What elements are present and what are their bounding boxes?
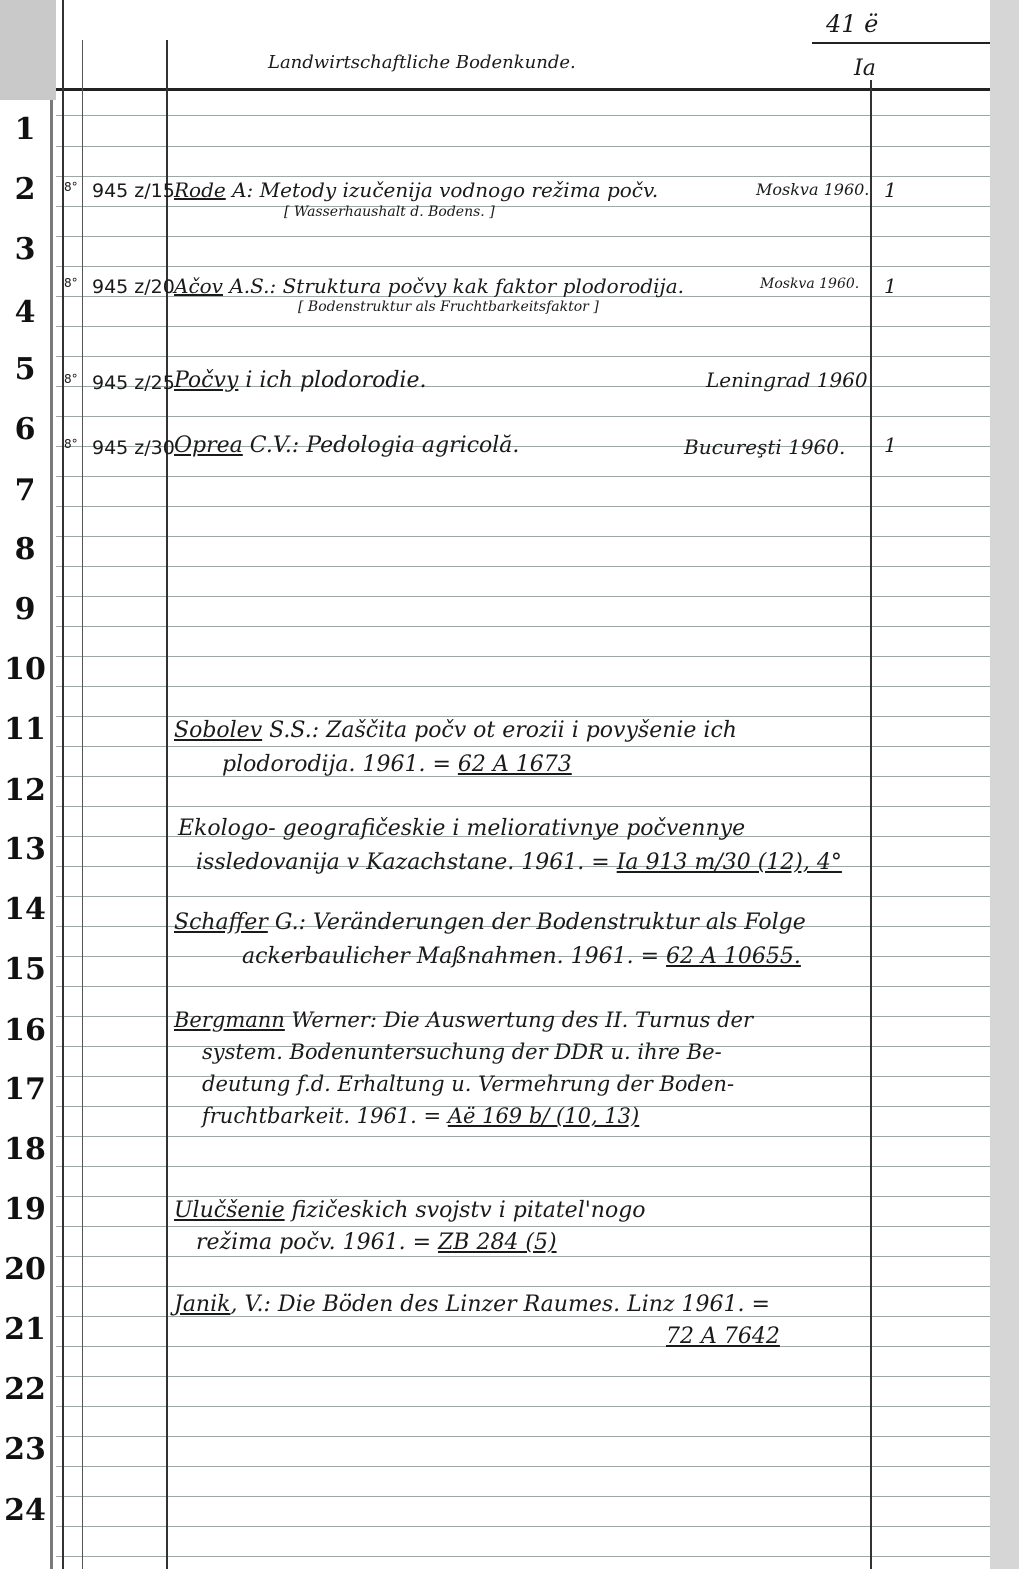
note-text: V.: Die Böden des Linzer Raumes. Linz 1961. = — [244, 1292, 770, 1317]
note-author: Ekologo — [178, 816, 269, 841]
row-number: 13 — [4, 832, 46, 867]
entry-call-number: 945 z/25 — [92, 372, 175, 394]
row-number: 23 — [4, 1432, 46, 1467]
entry-format: 8° — [64, 372, 78, 386]
note-author: Ulučšenie — [174, 1198, 285, 1223]
entry-line — [174, 178, 658, 202]
note-text: ackerbaulicher Maßnahmen. 1961. = — [242, 944, 660, 969]
ruled-line — [56, 115, 990, 116]
entry-author: Oprea — [174, 433, 243, 458]
entry-format: 8° — [64, 180, 78, 194]
page-number: 41 ë — [826, 10, 879, 38]
row-number: 21 — [4, 1312, 46, 1347]
ruled-line — [56, 536, 990, 537]
shelf-label: Ia — [854, 56, 876, 81]
entry-author: Ačov — [174, 274, 223, 298]
ruled-line — [56, 356, 990, 357]
note-text: - geografičeskie i meliorativnye počvennye — [268, 816, 746, 841]
note-ref: ZB 284 (5) — [438, 1230, 557, 1255]
note-text: issledovanija v Kazachstane. 1961. = — [196, 850, 610, 875]
ruled-line — [56, 1556, 990, 1557]
ruled-line — [56, 1376, 990, 1377]
ruled-line — [56, 1166, 990, 1167]
ruled-line — [56, 416, 990, 417]
note-ref: Aë 169 b/ (10, 13) — [447, 1104, 640, 1128]
ruled-line — [56, 1406, 990, 1407]
ruled-line — [56, 506, 990, 507]
note-line — [174, 1008, 753, 1032]
ruled-line — [56, 1256, 990, 1257]
entry-count: 1 — [884, 274, 897, 298]
right-margin-strip — [990, 0, 1019, 1569]
page-number-rule — [812, 42, 990, 44]
ruled-line — [56, 1526, 990, 1527]
note-line — [174, 718, 737, 743]
note-text: režima počv. 1961. = — [196, 1230, 431, 1255]
note-author: Bergmann — [174, 1008, 285, 1032]
note-line — [242, 944, 801, 969]
column-rule — [870, 80, 872, 1569]
entry-text: C.V.: Pedologia agricolă. — [249, 433, 520, 458]
row-number: 6 — [14, 412, 36, 447]
note-text: fizičeskich svojstv i pitatel'nogo — [291, 1198, 646, 1223]
note-text: G.: Veränderungen der Bodenstruktur als Folge — [274, 910, 806, 935]
row-number: 9 — [14, 592, 36, 627]
ruled-line — [56, 806, 990, 807]
row-number: 4 — [14, 295, 36, 330]
ruled-line — [56, 896, 990, 897]
row-number: 18 — [4, 1132, 46, 1167]
ruled-line — [56, 206, 990, 207]
ruled-line — [56, 1346, 990, 1347]
note-line — [222, 752, 572, 777]
ruled-line — [56, 656, 990, 657]
note-line — [666, 1324, 780, 1349]
entry-text: A: Metody izučenija vodnogo režima počv. — [232, 178, 659, 202]
row-number: 8 — [14, 532, 36, 567]
row-number: 20 — [4, 1252, 46, 1287]
ruled-line — [56, 1436, 990, 1437]
ledger-page — [56, 0, 990, 1569]
row-number: 22 — [4, 1372, 46, 1407]
row-number: 19 — [4, 1192, 46, 1227]
ruled-line — [56, 326, 990, 327]
header-rule — [56, 88, 990, 91]
note-text: plodorodija. 1961. = — [222, 752, 451, 777]
note-author: Janik — [174, 1292, 231, 1317]
note-ref: 72 A 7642 — [666, 1324, 780, 1349]
margin-rule — [50, 100, 53, 1569]
margin-tab — [0, 0, 56, 100]
entry-translation: [ Bodenstruktur als Fruchtbarkeitsfaktor ] — [298, 299, 599, 315]
ruled-line — [56, 746, 990, 747]
entry-place-year: Leningrad 1960 — [706, 368, 868, 392]
entry-count: 1 — [884, 433, 897, 457]
note-ref: Ia 913 m/30 (12), 4° — [616, 850, 842, 875]
ruled-line — [56, 986, 990, 987]
row-number: 17 — [4, 1072, 46, 1107]
entry-line — [174, 368, 426, 393]
note-text: Werner: Die Auswertung des II. Turnus der — [291, 1008, 754, 1032]
entry-place-year: Moskva 1960. — [756, 180, 870, 199]
entry-line — [174, 274, 684, 298]
ruled-line — [56, 716, 990, 717]
ruled-line — [56, 236, 990, 237]
ruled-line — [56, 596, 990, 597]
entry-text: i ich plodorodie. — [245, 368, 427, 393]
column-rule — [166, 40, 168, 1569]
entry-author: Počvy — [174, 368, 239, 393]
row-number: 14 — [4, 892, 46, 927]
note-ref: 62 A 10655. — [666, 944, 801, 969]
note-line: deutung f.d. Erhaltung u. Vermehrung der Boden- — [202, 1072, 735, 1096]
entry-line — [174, 433, 519, 458]
ruled-line — [56, 1226, 990, 1227]
note-author: Sobolev — [174, 718, 263, 743]
ruled-line — [56, 266, 990, 267]
row-number: 16 — [4, 1013, 46, 1048]
row-number: 10 — [4, 652, 46, 687]
note-line — [178, 816, 745, 841]
entry-count: 1 — [884, 178, 897, 202]
entry-translation: [ Wasserhaushalt d. Bodens. ] — [284, 204, 495, 220]
note-line — [174, 910, 806, 935]
ruled-line — [56, 1136, 990, 1137]
entry-call-number: 945 z/15 — [92, 180, 175, 202]
ruled-line — [56, 1496, 990, 1497]
note-line — [196, 850, 842, 875]
ruled-line — [56, 626, 990, 627]
entry-text: A.S.: Struktura počvy kak faktor plodorodija. — [229, 274, 684, 298]
entry-call-number: 945 z/20 — [92, 276, 175, 298]
ruled-line — [56, 1196, 990, 1197]
column-rule — [62, 0, 64, 1569]
ruled-line — [56, 1286, 990, 1287]
note-text: fruchtbarkeit. 1961. = — [202, 1104, 442, 1128]
ruled-line — [56, 1466, 990, 1467]
entry-place-year: Bucureşti 1960. — [684, 435, 846, 459]
row-number: 15 — [4, 952, 46, 987]
row-number: 24 — [4, 1493, 46, 1528]
entry-author: Rode — [174, 178, 226, 202]
row-number: 2 — [14, 172, 36, 207]
row-number: 3 — [14, 232, 36, 267]
row-number: 12 — [4, 773, 46, 808]
ruled-line — [56, 686, 990, 687]
note-line — [196, 1230, 557, 1255]
note-text: S.S.: Zaščita počv ot erozii i povyšenie ich — [269, 718, 737, 743]
note-ref: 62 A 1673 — [457, 752, 572, 777]
ruled-line — [56, 476, 990, 477]
entry-place-year: Moskva 1960. — [760, 276, 860, 292]
note-line — [202, 1104, 639, 1128]
note-line: Janik, V.: Die Böden des Linzer Raumes. Linz 1961. = — [174, 1292, 770, 1317]
row-number: 5 — [14, 352, 36, 387]
ruled-line — [56, 176, 990, 177]
ruled-line — [56, 566, 990, 567]
row-number: 7 — [14, 473, 36, 508]
row-number: 1 — [14, 112, 36, 147]
entry-format: 8° — [64, 276, 78, 290]
note-line: system. Bodenuntersuchung der DDR u. ihre Be- — [202, 1040, 722, 1064]
entry-call-number: 945 z/30 — [92, 437, 175, 459]
note-author: Schaffer — [174, 910, 268, 935]
column-rule — [82, 40, 83, 1569]
ruled-line — [56, 146, 990, 147]
note-line — [174, 1198, 646, 1223]
page-title: Landwirtschaftliche Bodenkunde. — [268, 52, 576, 73]
row-number: 11 — [4, 712, 46, 747]
entry-format: 8° — [64, 437, 78, 451]
